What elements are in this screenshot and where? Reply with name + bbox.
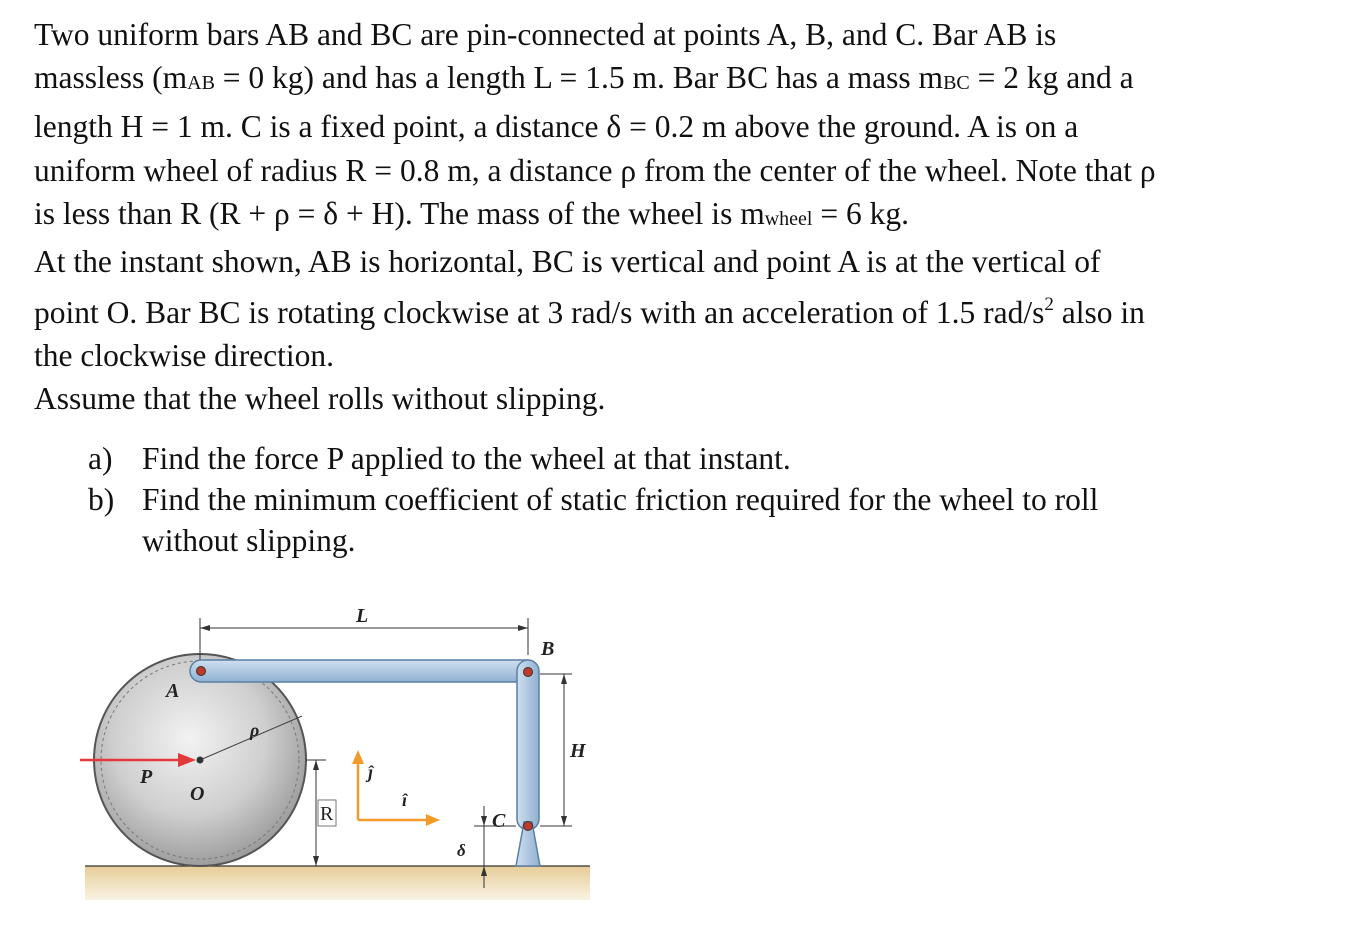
question-b-continuation: without slipping. <box>142 523 356 558</box>
problem-line-7: point O. Bar BC is rotating clockwise at 3 rad/s with an acceleration of 1.5 rad/$s^2$ also in <box>34 294 1145 331</box>
j-label: ĵ <box>368 762 374 782</box>
r-dim-arrow-bottom <box>313 856 319 866</box>
center-o <box>197 757 204 764</box>
question-a-text: Find the force P applied to the wheel at that instant. <box>142 441 791 476</box>
h-dim-arrow-bottom <box>561 816 567 826</box>
a-label: A <box>166 680 180 702</box>
h-label: H <box>570 740 586 762</box>
delta-label: δ <box>457 841 466 860</box>
problem-line-3: length H = 1 m. C is a fixed point, a distance δ = 0.2 m above the ground. A is on a <box>34 109 1079 145</box>
r-label: R <box>320 803 334 825</box>
pin-c <box>524 822 533 831</box>
l-label: L <box>356 605 369 627</box>
j-vector-head <box>352 750 364 764</box>
c-label: C <box>492 810 506 832</box>
h-dim-arrow-top <box>561 674 567 684</box>
pin-b <box>524 668 533 677</box>
rho-label: ρ <box>250 720 260 740</box>
problem-line-4: uniform wheel of radius R = 0.8 m, a distance ρ from the center of the wheel. Note that ρ <box>34 152 1156 188</box>
l-dim-arrow-left <box>200 625 210 631</box>
problem-line-1: Two uniform bars AB and BC are pin-connected at points A, B, and C. Bar AB is <box>34 17 1057 52</box>
delta-dim-arrow-top <box>481 816 487 826</box>
bar-bc <box>517 660 539 830</box>
ground <box>85 866 590 900</box>
i-label: î <box>402 790 408 810</box>
question-b-label: b) <box>88 482 115 517</box>
pin-a <box>197 667 206 676</box>
problem-statement <box>34 13 1334 421</box>
r-dim-arrow-top <box>313 760 319 770</box>
l-dim-arrow-right <box>518 625 528 631</box>
question-b-text: Find the minimum coefficient of static friction required for the wheel to roll <box>142 482 1099 517</box>
p-label: P <box>140 766 153 788</box>
question-a <box>88 438 791 479</box>
problem-line-6: At the instant shown, AB is horizontal, BC is vertical and point A is at the vertical of <box>34 244 1101 280</box>
b-label: B <box>541 638 555 660</box>
problem-line-5: is less than R (R + ρ = δ + H). The mass of the wheel is mwheel = 6 kg. <box>34 195 909 231</box>
problem-line-8: the clockwise direction. <box>34 338 335 374</box>
problem-line-2: massless (mAB = 0 kg) and has a length L = 1.5 m. Bar BC has a mass mBC = 2 kg and a <box>34 60 1134 96</box>
bar-ab <box>190 660 538 682</box>
question-a-label: a) <box>88 441 113 476</box>
o-label: O <box>190 783 205 805</box>
i-vector-head <box>426 814 440 826</box>
mechanism-figure <box>70 600 610 900</box>
question-b <box>88 479 1098 561</box>
problem-line-9: Assume that the wheel rolls without slipping. <box>34 381 606 417</box>
